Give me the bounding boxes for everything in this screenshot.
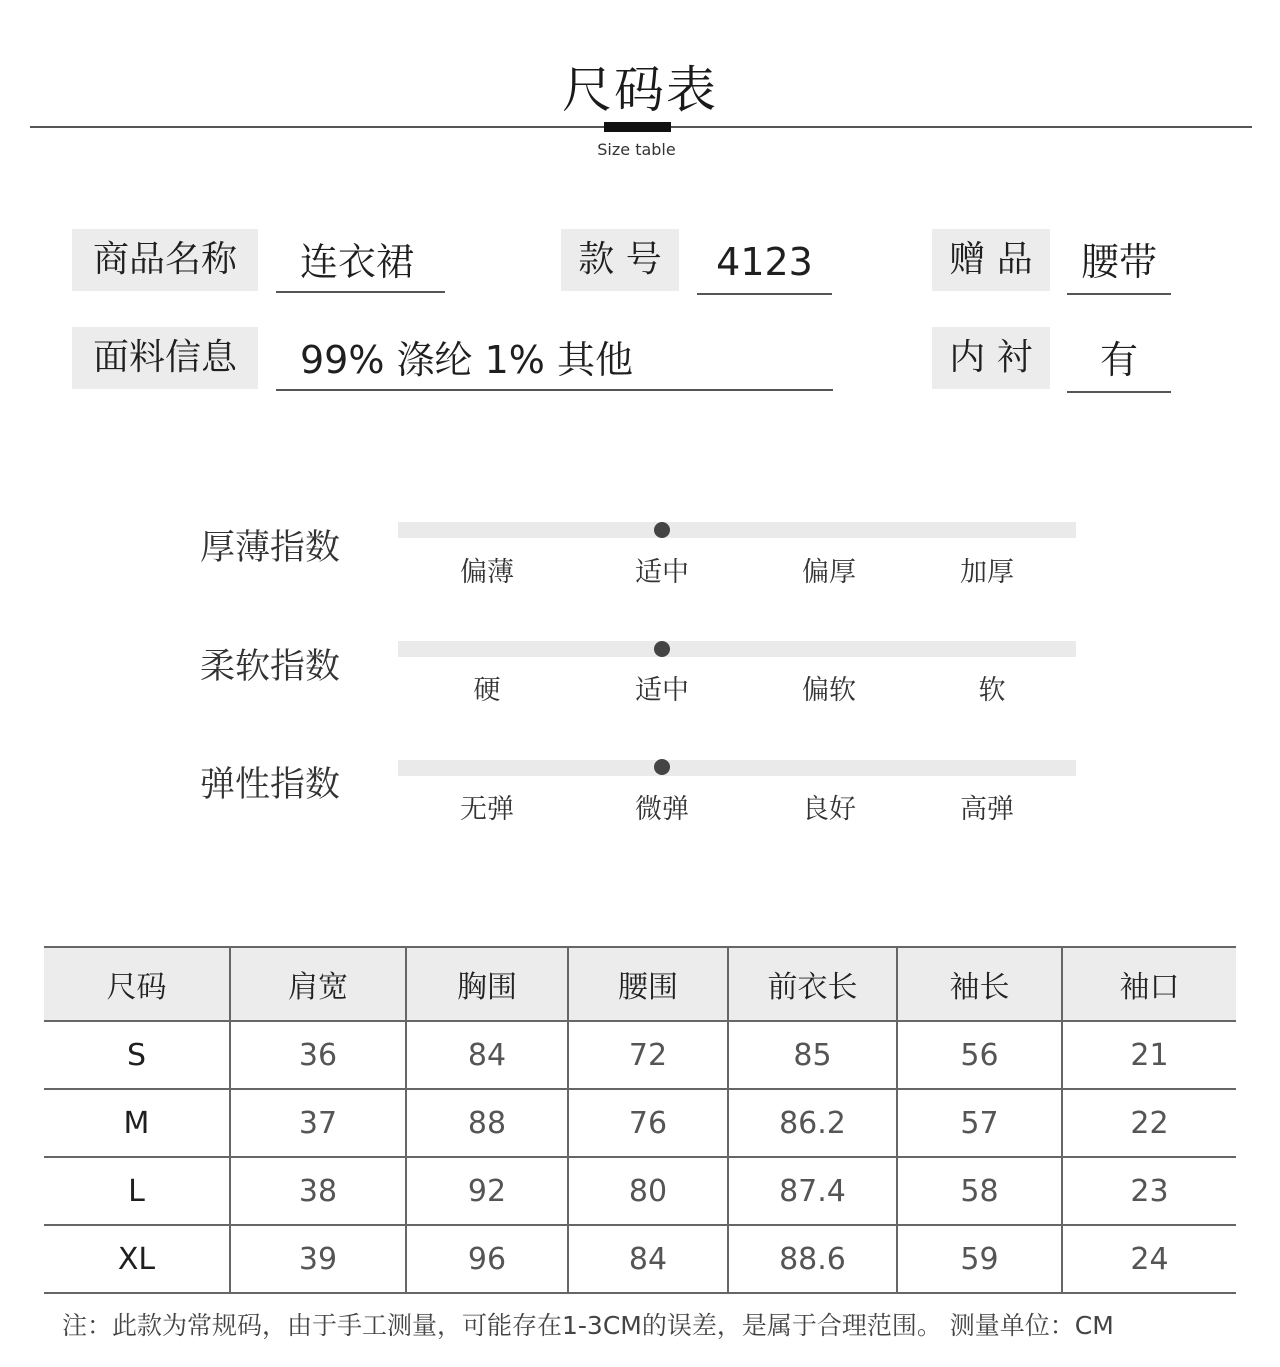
table-row: [44, 1225, 1236, 1293]
table-cell: 87.4: [728, 1157, 897, 1225]
product-name-label: 商品名称: [72, 229, 258, 291]
table-cell: 57: [897, 1089, 1062, 1157]
table-row: [44, 1021, 1236, 1089]
table-cell: 85: [728, 1021, 897, 1089]
column-header: 胸围: [406, 947, 568, 1021]
table-cell: 24: [1062, 1225, 1236, 1293]
softness-option: 偏软: [802, 675, 856, 706]
table-cell: 59: [897, 1225, 1062, 1293]
gift-label: 赠 品: [932, 229, 1050, 291]
elasticity-index-label: 弹性指数: [200, 765, 341, 805]
table-cell: 84: [406, 1021, 568, 1089]
page-title: 尺码表: [562, 61, 718, 119]
table-row: [44, 1089, 1236, 1157]
thickness-option: 偏厚: [802, 557, 856, 588]
title-accent-bar: [604, 122, 671, 132]
softness-option: 软: [978, 675, 1006, 706]
thickness-index-track: [398, 522, 1076, 538]
table-cell: 86.2: [728, 1089, 897, 1157]
table-header-row: [44, 947, 1236, 1021]
elasticity-index-track: [398, 760, 1076, 776]
thickness-option: 加厚: [960, 557, 1014, 588]
measurement-note: 注：此款为常规码，由于手工测量，可能存在1-3CM的误差，是属于合理范围。 测量单位：CM: [62, 1311, 1114, 1340]
table-cell: 39: [230, 1225, 406, 1293]
thickness-option: 偏薄: [460, 557, 514, 588]
table-cell: 36: [230, 1021, 406, 1089]
column-header: 袖口: [1062, 947, 1236, 1021]
table-cell: 38: [230, 1157, 406, 1225]
fabric-value: 99% 涤纶 1% 其他: [276, 327, 833, 391]
table-cell: 21: [1062, 1021, 1236, 1089]
table-cell: 56: [897, 1021, 1062, 1089]
table-cell: 23: [1062, 1157, 1236, 1225]
page-subtitle: Size table: [597, 140, 676, 159]
table-cell: 88: [406, 1089, 568, 1157]
table-cell: 96: [406, 1225, 568, 1293]
table-cell: 37: [230, 1089, 406, 1157]
lining-value: 有: [1067, 327, 1171, 393]
table-cell: 58: [897, 1157, 1062, 1225]
gift-value: 腰带: [1067, 229, 1171, 295]
thickness-index-marker: [654, 522, 670, 538]
elasticity-option: 高弹: [960, 794, 1014, 825]
lining-label: 内 衬: [932, 327, 1050, 389]
thickness-index-label: 厚薄指数: [200, 528, 341, 568]
column-header: 前衣长: [728, 947, 897, 1021]
elasticity-index-marker: [654, 759, 670, 775]
table-cell: 80: [568, 1157, 728, 1225]
style-no-value: 4123: [697, 229, 832, 295]
style-no-label: 款 号: [561, 229, 679, 291]
table-cell: 22: [1062, 1089, 1236, 1157]
table-cell: 76: [568, 1089, 728, 1157]
table-cell: 88.6: [728, 1225, 897, 1293]
column-header: 腰围: [568, 947, 728, 1021]
size-cell: M: [44, 1089, 230, 1157]
elasticity-option: 良好: [802, 794, 856, 825]
table-row: [44, 1157, 1236, 1225]
fabric-label: 面料信息: [72, 327, 258, 389]
softness-index-track: [398, 641, 1076, 657]
product-name-value: 连衣裙: [276, 229, 445, 293]
column-header: 袖长: [897, 947, 1062, 1021]
elasticity-option: 微弹: [635, 794, 689, 825]
table-cell: 84: [568, 1225, 728, 1293]
softness-option: 适中: [635, 675, 689, 706]
column-header: 肩宽: [230, 947, 406, 1021]
softness-index-marker: [654, 641, 670, 657]
softness-option: 硬: [473, 675, 501, 706]
size-cell: S: [44, 1021, 230, 1089]
table-cell: 72: [568, 1021, 728, 1089]
size-cell: XL: [44, 1225, 230, 1293]
table-cell: 92: [406, 1157, 568, 1225]
size-table: [44, 946, 1236, 1294]
elasticity-option: 无弹: [460, 794, 514, 825]
softness-index-label: 柔软指数: [200, 647, 341, 687]
thickness-option: 适中: [635, 557, 689, 588]
size-cell: L: [44, 1157, 230, 1225]
column-header: 尺码: [44, 947, 230, 1021]
